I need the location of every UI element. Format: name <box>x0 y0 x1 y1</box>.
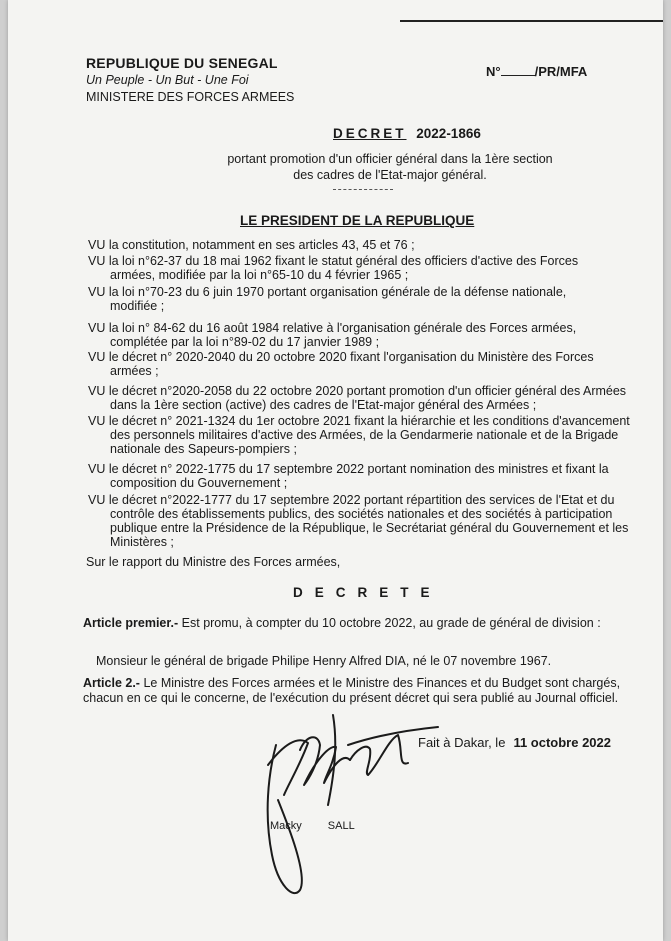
visa-line: VU le décret n°2022-1777 du 17 septembre 2022 portant répartition des services de l'Etat et du <box>88 493 615 507</box>
visa-item <box>88 254 643 282</box>
subtitle-line: des cadres de l'Etat-major général. <box>293 168 487 182</box>
visa-line: VU le décret n° 2020-2040 du 20 octobre 2020 fixant l'organisation du Ministère des Forces <box>88 350 594 364</box>
visa-line: VU le décret n°2020-2058 du 22 octobre 2020 portant promotion d'un officier général des Armées <box>88 384 627 398</box>
reference-number <box>486 63 587 79</box>
article-2 <box>83 676 643 706</box>
visa-line: nationale des Sapeurs-pompiers ; <box>110 442 297 456</box>
visa-line: VU la loi n° 84-62 du 16 août 1984 relative à l'organisation générale des Forces armées, <box>88 321 577 335</box>
article-2-text: Le Ministre des Forces armées et le Ministre des Finances et du Budget sont chargés, <box>139 676 621 690</box>
signer-first-name: Macky <box>270 820 302 832</box>
visa-line: composition du Gouvernement ; <box>110 476 288 490</box>
visa-line: des personnels militaires d'active des Armées, de la Gendarmerie nationale et de la Brigade <box>110 428 619 442</box>
ref-blank <box>501 63 535 76</box>
visa-item <box>88 384 643 412</box>
place-text: Fait à Dakar, le <box>418 735 506 750</box>
letterhead <box>86 55 294 106</box>
visa-line: complétée par la loi n°89-02 du 17 janvier 1989 ; <box>110 335 380 349</box>
republic-name: REPUBLIQUE DU SENEGAL <box>86 55 278 71</box>
visa-line: dans la 1ère section (active) des cadres de l'Etat-major général des Armées ; <box>110 398 537 412</box>
decree-subtitle <box>200 151 580 183</box>
decree-label: DECRET <box>333 126 407 141</box>
signer-last-name: SALL <box>327 820 355 832</box>
visa-line: VU la constitution, notamment en ses articles 43, 45 et 76 ; <box>88 238 415 252</box>
article-1-text: Est promu, à compter du 10 octobre 2022, au grade de général de division : <box>178 616 601 630</box>
decree-number: 2022-1866 <box>416 126 481 141</box>
subtitle-line: portant promotion d'un officier général dans la 1ère section <box>227 152 553 166</box>
visa-item <box>88 493 643 549</box>
visa-item <box>88 414 643 456</box>
visa-line: modifiée ; <box>110 299 165 313</box>
visa-line: VU la loi n°62-37 du 18 mai 1962 fixant le statut général des officiers d'active des Forces <box>88 254 579 268</box>
decrete-heading: DECRETE <box>293 585 442 600</box>
signing-date: 11 octobre 2022 <box>513 735 611 750</box>
article-1-label: Article premier.- <box>83 616 179 630</box>
visa-line: contrôle des établissements publics, des sociétés nationales et des sociétés à participation <box>110 507 613 521</box>
ref-prefix: N° <box>486 64 501 79</box>
visa-line: VU le décret n° 2022-1775 du 17 septembre 2022 portant nomination des ministres et fixant la <box>88 462 609 476</box>
visa-item <box>88 321 643 349</box>
top-rule <box>400 20 663 22</box>
visa-item <box>88 238 643 252</box>
subtitle-divider <box>333 189 393 190</box>
article-1 <box>83 616 643 631</box>
visa-line: armées, modifiée par la loi n°65-10 du 4 février 1965 ; <box>110 268 409 282</box>
visa-item <box>88 285 643 313</box>
signer-name <box>270 820 355 832</box>
article-2-label: Article 2.- <box>83 676 140 690</box>
report-line: Sur le rapport du Ministre des Forces armées, <box>86 555 341 569</box>
decree-page <box>8 0 663 941</box>
visa-line: VU le décret n° 2021-1324 du 1er octobre 2021 fixant la hiérarchie et les conditions d'avancement <box>88 414 630 428</box>
ref-suffix: /PR/MFA <box>534 64 588 79</box>
visa-line: Ministères ; <box>110 535 174 549</box>
visa-item <box>88 350 643 378</box>
visa-line: VU la loi n°70-23 du 6 juin 1970 portant organisation générale de la défense nationale, <box>88 285 567 299</box>
visa-line: publique entre la Présidence de la République, le Secrétariat général du Gouvernement et les <box>110 521 629 535</box>
president-heading: LE PRESIDENT DE LA REPUBLIQUE <box>240 213 475 228</box>
handwritten-signature <box>238 705 468 905</box>
promoted-officer: Monsieur le général de brigade Philipe Henry Alfred DIA, né le 07 novembre 1967. <box>96 654 552 668</box>
decree-title <box>333 126 481 141</box>
visa-line: armées ; <box>110 364 159 378</box>
visa-item <box>88 462 643 490</box>
national-motto: Un Peuple - Un But - Une Foi <box>86 73 249 87</box>
article-2-text: chacun en ce qui le concerne, de l'exécution du présent décret qui sera publié au Journal officiel. <box>83 691 619 705</box>
ministry-name: MINISTERE DES FORCES ARMEES <box>86 90 295 104</box>
